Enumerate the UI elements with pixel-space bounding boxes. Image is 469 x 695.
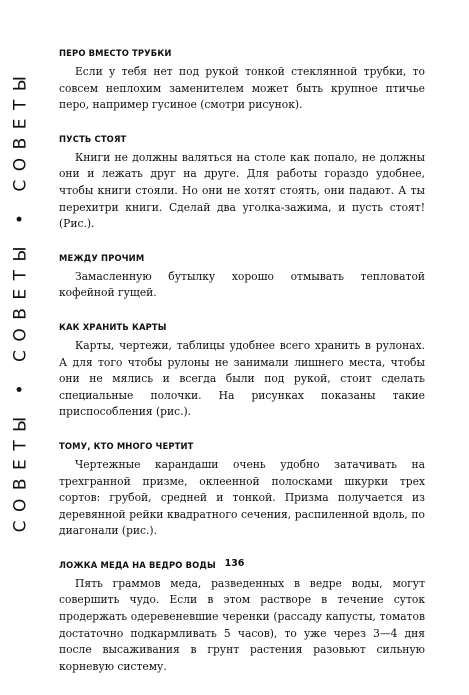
article-text: Книги не должны валяться на столе как попало, не должны они и лежать друг на друге. Для работы гораздо удобнее, чтобы книги стояли. Но они не хотят стоять, они падают. А ты перехитри книги. Сделай два уголка-зажима, и пусть стоят! (Рис.). xyxy=(59,150,425,231)
article-lozhka-meda xyxy=(59,560,425,676)
article-text: Пять граммов меда, разведенных в ведре воды, могут совершить чудо. Если в этом растворе в течение суток продержать одеревеневшие черенки (рассаду капусты, томатов достаточно подкармливать 5 часов), то уже через 3—4 дня после высаживания в грунт растения разовьют сильную корневую систему. xyxy=(59,576,425,673)
article-heading: МЕЖДУ ПРОЧИМ xyxy=(59,252,145,263)
article-heading: ЛОЖКА МЕДА НА ВЕДРО ВОДЫ xyxy=(59,559,216,570)
article-kak-hranit-karty xyxy=(59,322,425,421)
article-tomu-kto-chertit xyxy=(59,441,425,540)
article-text: Карты, чертежи, таблицы удобнее всего хранить в рулонах. А для того чтобы рулоны не занимали лишнего места, чтобы они не мялись и всегда были под рукой, стоит сделать специальные полочки. На рисунках показаны такие приспособления (рис.). xyxy=(59,338,425,419)
article-text: Чертежные карандаши очень удобно затачивать на трехгранной призме, оклеенной полосками шкурки трех сортов: грубой, средней и тонкой. Призма получается из деревянной рейки квадратного сечения, распиленной вдоль, по диагонали (рис.). xyxy=(59,457,425,538)
side-ribbon xyxy=(6,30,34,570)
article-mezhdu-prochim xyxy=(59,253,425,302)
article-heading: ПУСТЬ СТОЯТ xyxy=(59,133,127,144)
page-number: 136 xyxy=(224,558,245,569)
article-heading: КАК ХРАНИТЬ КАРТЫ xyxy=(59,321,167,332)
article-heading: ПЕРО ВМЕСТО ТРУБКИ xyxy=(59,48,172,58)
article-pust-stoyat xyxy=(59,134,425,233)
article-text: Замасленную бутылку хорошо отмывать тепловатой кофейной гущей. xyxy=(59,269,425,300)
article-pero xyxy=(59,48,425,114)
article-heading: ТОМУ, КТО МНОГО ЧЕРТИТ xyxy=(59,440,194,451)
side-ribbon-text: СОВЕТЫ • СОВЕТЫ • СОВЕТЫ xyxy=(10,67,31,533)
page-content xyxy=(59,48,425,695)
article-text: Если у тебя нет под рукой тонкой стеклянной трубки, то совсем неплохим заменителем может быть крупное птичье перо, например гусиное (смотри рисунок). xyxy=(59,65,425,112)
